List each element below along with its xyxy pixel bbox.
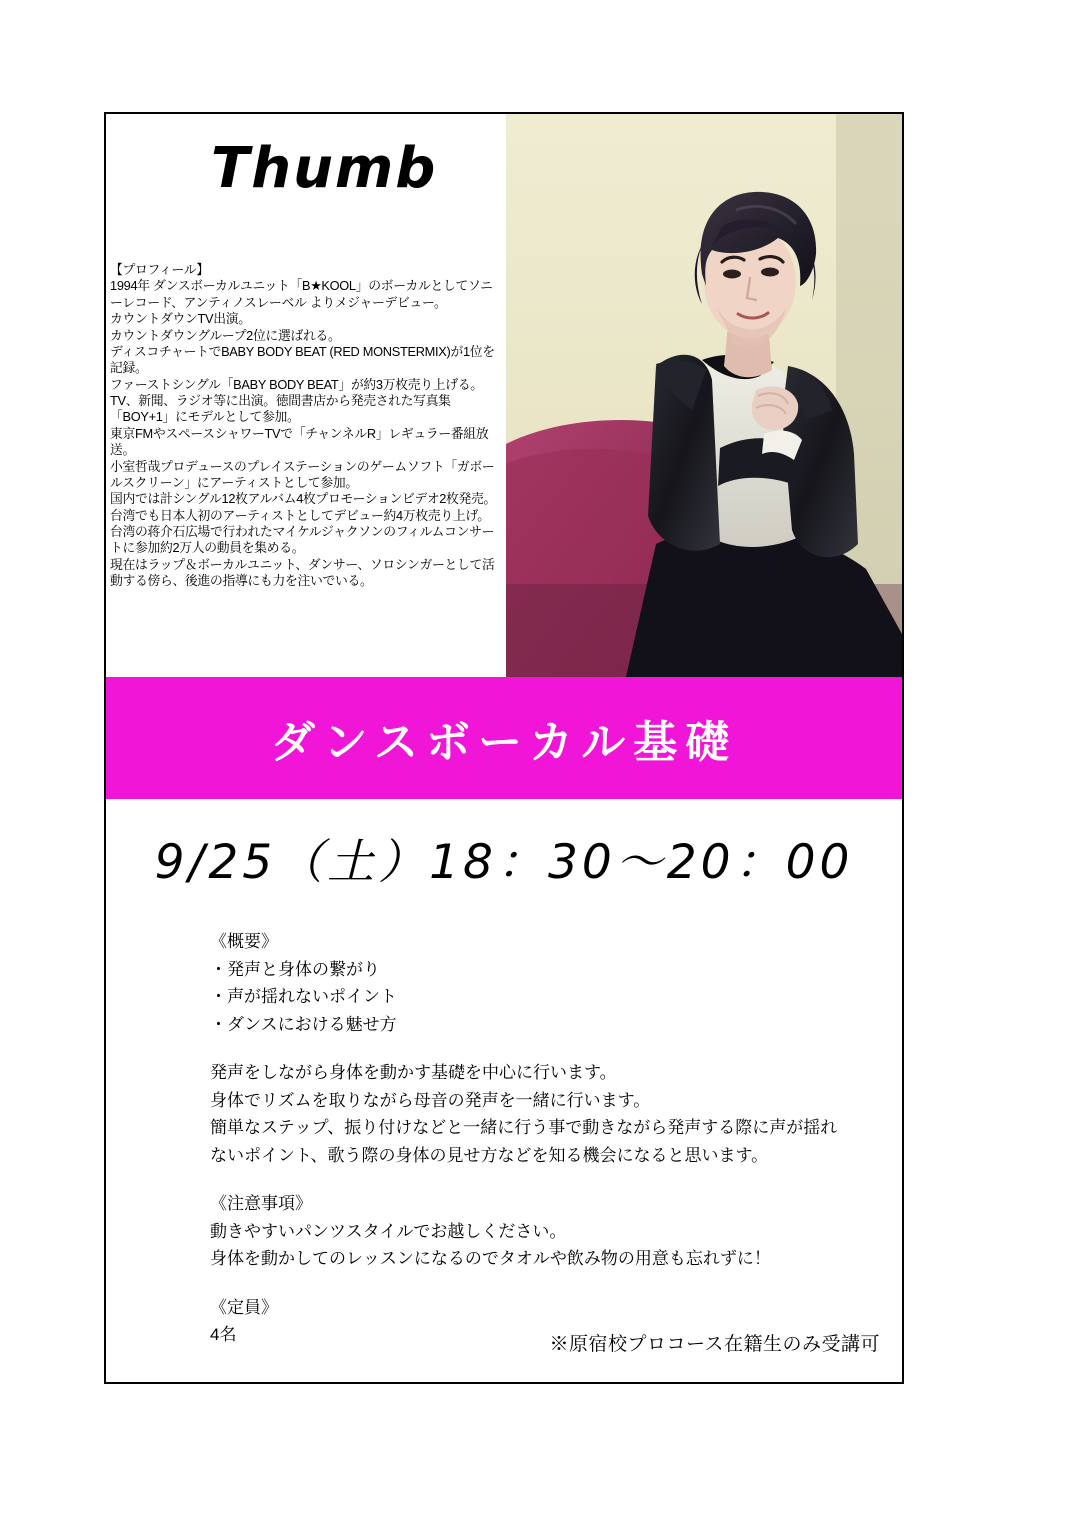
profile-section bbox=[106, 114, 902, 677]
overview-body-line: 簡単なステップ、振り付けなどと一緒に行う事で動きながら発声する際に声が揺れないポイント、歌う際の身体の見せ方などを知る機会になると思います。 bbox=[210, 1118, 838, 1165]
spacer bbox=[210, 1038, 850, 1059]
date-time: 9/25（土）18：30～20：00 bbox=[154, 835, 854, 890]
notes-heading: 《注意事項》 bbox=[210, 1194, 312, 1214]
title-band bbox=[106, 677, 902, 799]
capacity-heading: 《定員》 bbox=[210, 1297, 278, 1317]
brand-title: Thumb bbox=[211, 136, 438, 201]
overview-item: ・ダンスにおける魅せ方 bbox=[210, 1014, 397, 1034]
overview-item: ・発声と身体の繋がり bbox=[210, 959, 380, 979]
profile-line: 台湾でも日本人初のアーティストとしてデビュー約4万枚売り上げ。台湾の蒋介石広場で行われたマイケルジャクソンのフィルムコンサートに参加約2万人の動員を集める。 bbox=[110, 507, 495, 556]
profile-line: ファーストシングル「BABY BODY BEAT」が約3万枚売り上げる。 bbox=[110, 376, 483, 392]
profile-text bbox=[110, 262, 502, 590]
profile-line: 1994年 ダンスボーカルユニット「B★KOOL」のボーカルとしてソニーレコード、アンティノスレーベル よりメジャーデビュー。 bbox=[110, 278, 493, 310]
overview-body-line: 発声をしながら身体を動かす基礎を中心に行います。 bbox=[210, 1063, 617, 1083]
body-content bbox=[210, 928, 850, 1349]
overview-heading: 《概要》 bbox=[210, 932, 278, 951]
profile-line: ディスコチャートでBABY BODY BEAT (RED MONSTERMIX)が1位を記録。 bbox=[110, 343, 495, 376]
profile-line: 国内では計シングル12枚アルバム4枚プロモーションビデオ2枚発売。 bbox=[110, 491, 497, 507]
profile-line: TV、新聞、ラジオ等に出演。徳間書店から発売された写真集「BOY+1」にモデルとして参加。 bbox=[110, 393, 451, 425]
profile-line: 現在はラップ＆ボーカルユニット、ダンサー、ソロシンガーとして活動する傍ら、後進の指導にも力を注いでいる。 bbox=[110, 556, 495, 589]
footnote: ※原宿校プロコース在籍生のみ受講可 bbox=[549, 1334, 880, 1355]
spacer bbox=[210, 1273, 850, 1294]
profile-line: 小室哲哉プロデュースのプレイステーションのゲームソフト「ガボールスクリーン」にアーティストとして参加。 bbox=[110, 458, 495, 490]
profile-heading: 【プロフィール】 bbox=[110, 262, 209, 277]
overview-item: ・声が揺れないポイント bbox=[210, 987, 397, 1007]
notes-line: 動きやすいパンツスタイルでお越しください。 bbox=[210, 1221, 567, 1241]
flyer-document bbox=[104, 112, 904, 1384]
portrait-photo bbox=[506, 114, 902, 677]
band-title: ダンスボーカル基礎 bbox=[270, 717, 738, 768]
profile-line: カウントダウングループ2位に選ばれる。 bbox=[110, 327, 341, 343]
profile-line: カウントダウンTV出演。 bbox=[110, 311, 251, 327]
spacer bbox=[210, 1169, 850, 1190]
overview-body-line: 身体でリズムを取りながら母音の発声を一緒に行います。 bbox=[210, 1090, 651, 1110]
profile-line: 東京FMやスペースシャワーTVで「チャンネルR」レギュラー番組放送。 bbox=[110, 425, 489, 458]
notes-line: 身体を動かしてのレッスンになるのでタオルや飲み物の用意も忘れずに！ bbox=[210, 1249, 771, 1269]
capacity-value: 4名 bbox=[210, 1325, 237, 1345]
